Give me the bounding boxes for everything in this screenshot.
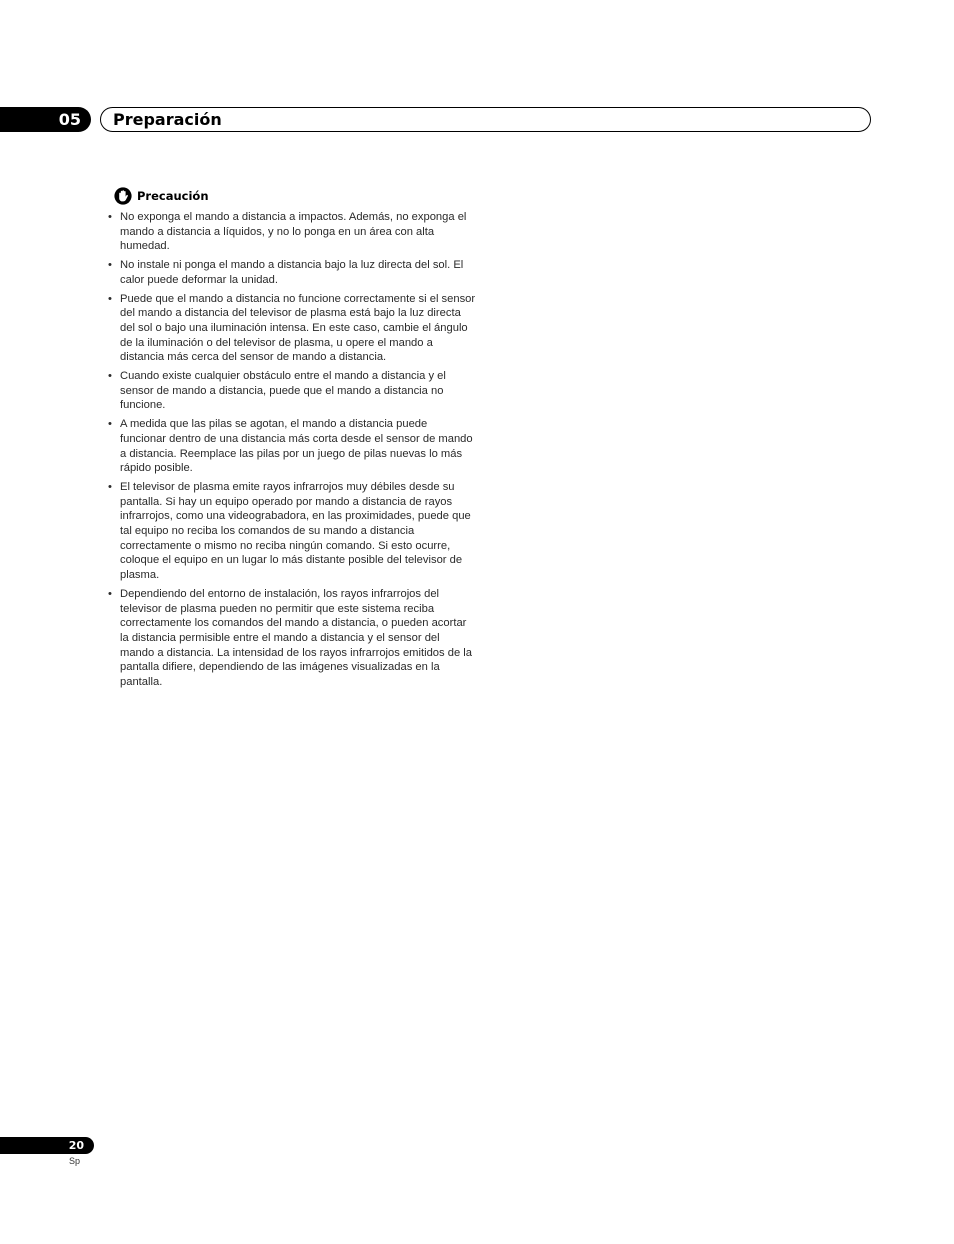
bullet: • <box>108 292 112 305</box>
caution-item-text: El televisor de plasma emite rayos infrarrojos muy débiles desde su pantalla. Si hay un equipo operado por mando a distancia de rayos infrarrojos, como una videograbadora, en las proximidades, puede que tal equipo no reciba los comandos de su mando a distancia correctamente o mismo no reciba ningún comando. Si esto ocurre, coloque el equipo en un lugar lo más distante posible del televisor de plasma. <box>120 480 471 582</box>
caution-item <box>108 480 476 583</box>
caution-heading <box>114 186 476 206</box>
caution-item <box>108 292 476 366</box>
chapter-number-tab: 05 <box>0 107 91 132</box>
caution-item <box>108 258 476 287</box>
bullet: • <box>108 587 112 600</box>
hand-stop-icon <box>114 187 132 205</box>
caution-title: Precaución <box>137 189 209 203</box>
caution-item <box>108 369 476 413</box>
caution-section <box>108 186 476 694</box>
caution-item-text: Cuando existe cualquier obstáculo entre el mando a distancia y el sensor de mando a distancia, puede que el mando a distancia no funcione. <box>120 370 446 412</box>
caution-item-text: Puede que el mando a distancia no funcione correctamente si el sensor del mando a distancia del televisor de plasma está bajo la luz directa del sol o bajo una iluminación intensa. En este caso, cambie el ángulo de la iluminación o del televisor de plasma, u opere el mando a distancia más cerca del sensor de mando a distancia. <box>120 292 476 364</box>
caution-item <box>108 210 476 254</box>
caution-item <box>108 587 476 690</box>
caution-item-text: No exponga el mando a distancia a impactos. Además, no exponga el mando a distancia a líquidos, y no lo ponga en un área con alta humedad. <box>120 211 467 253</box>
bullet: • <box>108 418 112 431</box>
chapter-title-bar <box>100 107 871 132</box>
page-number: 20 <box>0 1137 94 1154</box>
bullet: • <box>108 259 112 272</box>
caution-item-text: Dependiendo del entorno de instalación, los rayos infrarrojos del televisor de plasma pueden no permitir que este sistema reciba correctamente los comandos del mando a distancia, o pueden acortar la distancia permisible entre el mando a distancia y el sensor del mando a distancia. La intensidad de los rayos infrarrojos emitidos de la pantalla difiere, dependiendo de las imágenes visualizadas en la pantalla. <box>120 587 472 689</box>
caution-item-text: A medida que las pilas se agotan, el mando a distancia puede funcionar dentro de una distancia más corta desde el sensor de mando a distancia. Reemplace las pilas por un juego de pilas nuevas lo más rápido posible. <box>120 418 473 475</box>
caution-list <box>108 210 476 690</box>
caution-item <box>108 417 476 476</box>
bullet: • <box>108 480 112 493</box>
bullet: • <box>108 370 112 383</box>
chapter-title: Preparación <box>113 110 222 129</box>
language-code: Sp <box>69 1156 81 1166</box>
caution-item-text: No instale ni ponga el mando a distancia bajo la luz directa del sol. El calor puede deformar la unidad. <box>120 259 464 286</box>
bullet: • <box>108 211 112 223</box>
